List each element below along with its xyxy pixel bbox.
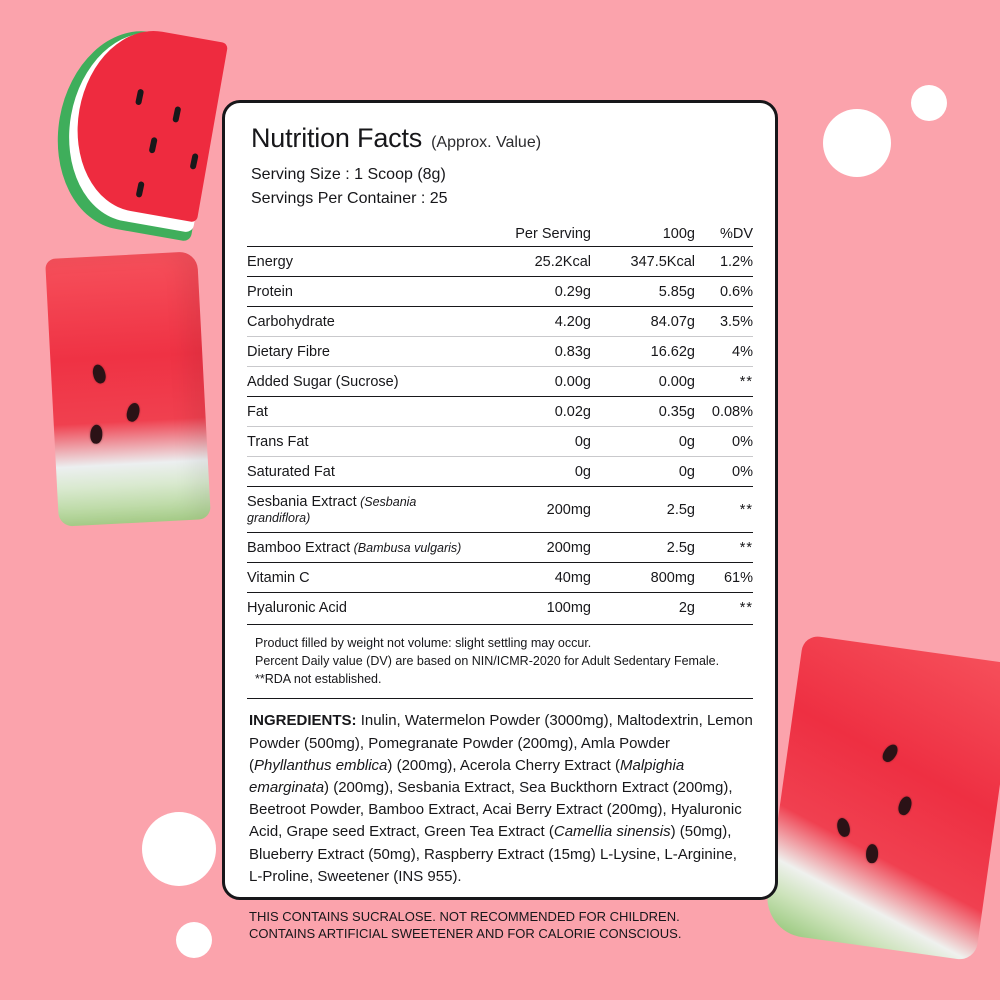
value-per-100g: 5.85g [591, 277, 695, 307]
value-daily-percent: ** [695, 487, 753, 533]
value-per-100g: 0.35g [591, 397, 695, 427]
value-per-100g: 800mg [591, 563, 695, 593]
value-per-100g: 2.5g [591, 487, 695, 533]
nutrient-name: Trans Fat [247, 427, 473, 457]
nutrient-name: Sesbania Extract (Sesbania grandiflora) [247, 487, 473, 533]
allergen-footer [247, 898, 753, 943]
table-row [247, 307, 753, 337]
table-row [247, 337, 753, 367]
label-title-row [247, 123, 753, 154]
value-per-100g: 0g [591, 457, 695, 487]
value-per-serving: 0.02g [473, 397, 591, 427]
value-daily-percent: 0% [695, 427, 753, 457]
col-nutrient [247, 219, 473, 247]
value-per-100g: 16.62g [591, 337, 695, 367]
value-per-serving: 0.00g [473, 367, 591, 397]
watermelon-seed [91, 363, 108, 384]
nutrient-name: Saturated Fat [247, 457, 473, 487]
table-row [247, 397, 753, 427]
table-row [247, 427, 753, 457]
watermelon-seed [125, 402, 142, 423]
value-daily-percent: ** [695, 533, 753, 563]
page-title: Nutrition Facts [251, 123, 423, 153]
value-daily-percent: 0.6% [695, 277, 753, 307]
note-line: **RDA not established. [255, 672, 382, 687]
servings-per-container: Servings Per Container : 25 [251, 190, 448, 207]
watermelon-seed [896, 795, 913, 817]
watermelon-chunk-left [45, 251, 211, 527]
value-daily-percent: 3.5% [695, 307, 753, 337]
value-daily-percent: 61% [695, 563, 753, 593]
table-row [247, 457, 753, 487]
note-line: Percent Daily value (DV) are based on NIN/ICMR-2020 for Adult Sedentary Female. [255, 654, 720, 669]
nutrient-name: Fat [247, 397, 473, 427]
value-daily-percent: 0% [695, 457, 753, 487]
serving-info [247, 163, 753, 211]
value-per-serving: 100mg [473, 593, 591, 623]
watermelon-seed [835, 817, 851, 838]
title-approx-note: (Approx. Value) [431, 134, 542, 151]
value-per-100g: 2g [591, 593, 695, 623]
value-daily-percent: ** [695, 593, 753, 623]
footer-line: CONTAINS ARTIFICIAL SWEETENER AND FOR CALORIE CONSCIOUS. [249, 926, 682, 942]
value-per-serving: 4.20g [473, 307, 591, 337]
label-notes [247, 624, 753, 698]
table-row [247, 593, 753, 623]
col-per-serving: Per Serving [515, 226, 591, 242]
decorative-dot [911, 85, 947, 121]
col-per-100g: 100g [662, 226, 695, 242]
nutrient-name: Bamboo Extract (Bambusa vulgaris) [247, 533, 473, 563]
value-per-100g: 347.5Kcal [591, 247, 695, 277]
nutrition-facts-label [222, 100, 778, 942]
table-row [247, 247, 753, 277]
decorative-dot [823, 109, 891, 177]
value-per-100g: 0g [591, 427, 695, 457]
scientific-name: (Sesbania grandiflora) [247, 495, 417, 525]
ingredients-text: Inulin, Watermelon Powder (3000mg), Maltodextrin, Lemon Powder (500mg), Pomegranate Powder (200mg), Amla Powder (Phyllanthus emblica) (200mg), Acerola Cherry Extract (Malpighia emarginata) (200mg), Sesbania Extract, Sea Buckthorn Extract (200mg), Beetroot Powder, Bamboo Extract, Acai Berry Extract (200mg), Hyaluronic Acid, Grape seed Extract, Green Tea Extract (Camellia sinensis) (50mg), Blueberry Extract (50mg), Raspberry Extract (15mg) L-Lysine, L-Arginine, L-Proline, Sweetener (INS 955). [249, 712, 753, 885]
value-per-100g: 0.00g [591, 367, 695, 397]
table-row [247, 563, 753, 593]
value-per-serving: 200mg [473, 533, 591, 563]
value-per-serving: 200mg [473, 487, 591, 533]
ingredients-heading: INGREDIENTS: [249, 712, 357, 730]
value-per-serving: 0.83g [473, 337, 591, 367]
nutrition-table-body [247, 247, 753, 623]
value-daily-percent: 4% [695, 337, 753, 367]
serving-size: Serving Size : 1 Scoop (8g) [251, 166, 446, 183]
value-per-100g: 2.5g [591, 533, 695, 563]
nutrient-name: Energy [247, 247, 473, 277]
nutrient-name: Added Sugar (Sucrose) [247, 367, 473, 397]
decorative-dot [142, 812, 216, 886]
table-row [247, 533, 753, 563]
table-row [247, 487, 753, 533]
value-daily-percent: 1.2% [695, 247, 753, 277]
table-row [247, 367, 753, 397]
footer-line: THIS CONTAINS SUCRALOSE. NOT RECOMMENDED FOR CHILDREN. [249, 908, 680, 924]
note-line: Product filled by weight not volume: slight settling may occur. [255, 636, 592, 650]
value-per-serving: 0g [473, 427, 591, 457]
nutrition-table [247, 219, 753, 622]
value-daily-percent: ** [695, 367, 753, 397]
watermelon-seed [880, 742, 901, 764]
watermelon-seed [866, 844, 879, 863]
table-header-row [247, 219, 753, 247]
watermelon-seed [90, 424, 103, 444]
table-row [247, 277, 753, 307]
scientific-name: (Bambusa vulgaris) [350, 541, 462, 555]
nutrient-name: Vitamin C [247, 563, 473, 593]
nutrient-name: Dietary Fibre [247, 337, 473, 367]
ingredients-section [247, 698, 753, 898]
value-per-serving: 40mg [473, 563, 591, 593]
col-daily-value: %DV [719, 226, 753, 242]
value-per-serving: 0g [473, 457, 591, 487]
decorative-dot [176, 922, 212, 958]
nutrient-name: Hyaluronic Acid [247, 593, 473, 623]
nutrient-name: Carbohydrate [247, 307, 473, 337]
value-per-serving: 25.2Kcal [473, 247, 591, 277]
value-per-serving: 0.29g [473, 277, 591, 307]
value-per-100g: 84.07g [591, 307, 695, 337]
value-daily-percent: 0.08% [695, 397, 753, 427]
watermelon-chunk-right [762, 634, 1000, 961]
nutrient-name: Protein [247, 277, 473, 307]
